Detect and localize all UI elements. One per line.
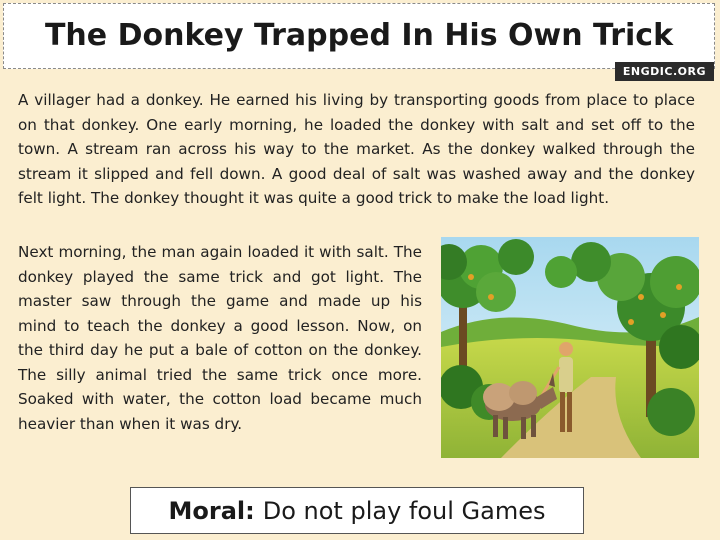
moral-text: Do not play foul Games — [262, 496, 546, 525]
moral-label: Moral: — [168, 496, 255, 525]
title-banner — [3, 3, 715, 69]
story-paragraph-1: A villager had a donkey. He earned his living by transporting goods from place to place on that donkey. One early morning, he loaded the donkey with salt and set off to the town. A stream ran across his way to the market. As the donkey walked through the stream it slipped and fell down. A good deal of salt was washed away and the donkey felt light. The donkey thought it was quite a good trick to make the load light. — [18, 91, 695, 207]
site-badge[interactable]: ENGDIC.ORG — [615, 62, 714, 81]
story-illustration — [441, 237, 699, 458]
moral-box — [130, 487, 584, 534]
story-paragraph-2: Next morning, the man again loaded it with salt. The donkey played the same trick and got light. The master saw through the game and made up his mind to teach the donkey a good lesson. Now, on the third day he put a bale of cotton on the donkey. The silly animal tried the same trick once more. Soaked with water, the cotton load became much heavier than when it was dry. — [18, 243, 422, 433]
page-title: The Donkey Trapped In His Own Trick — [44, 18, 674, 53]
